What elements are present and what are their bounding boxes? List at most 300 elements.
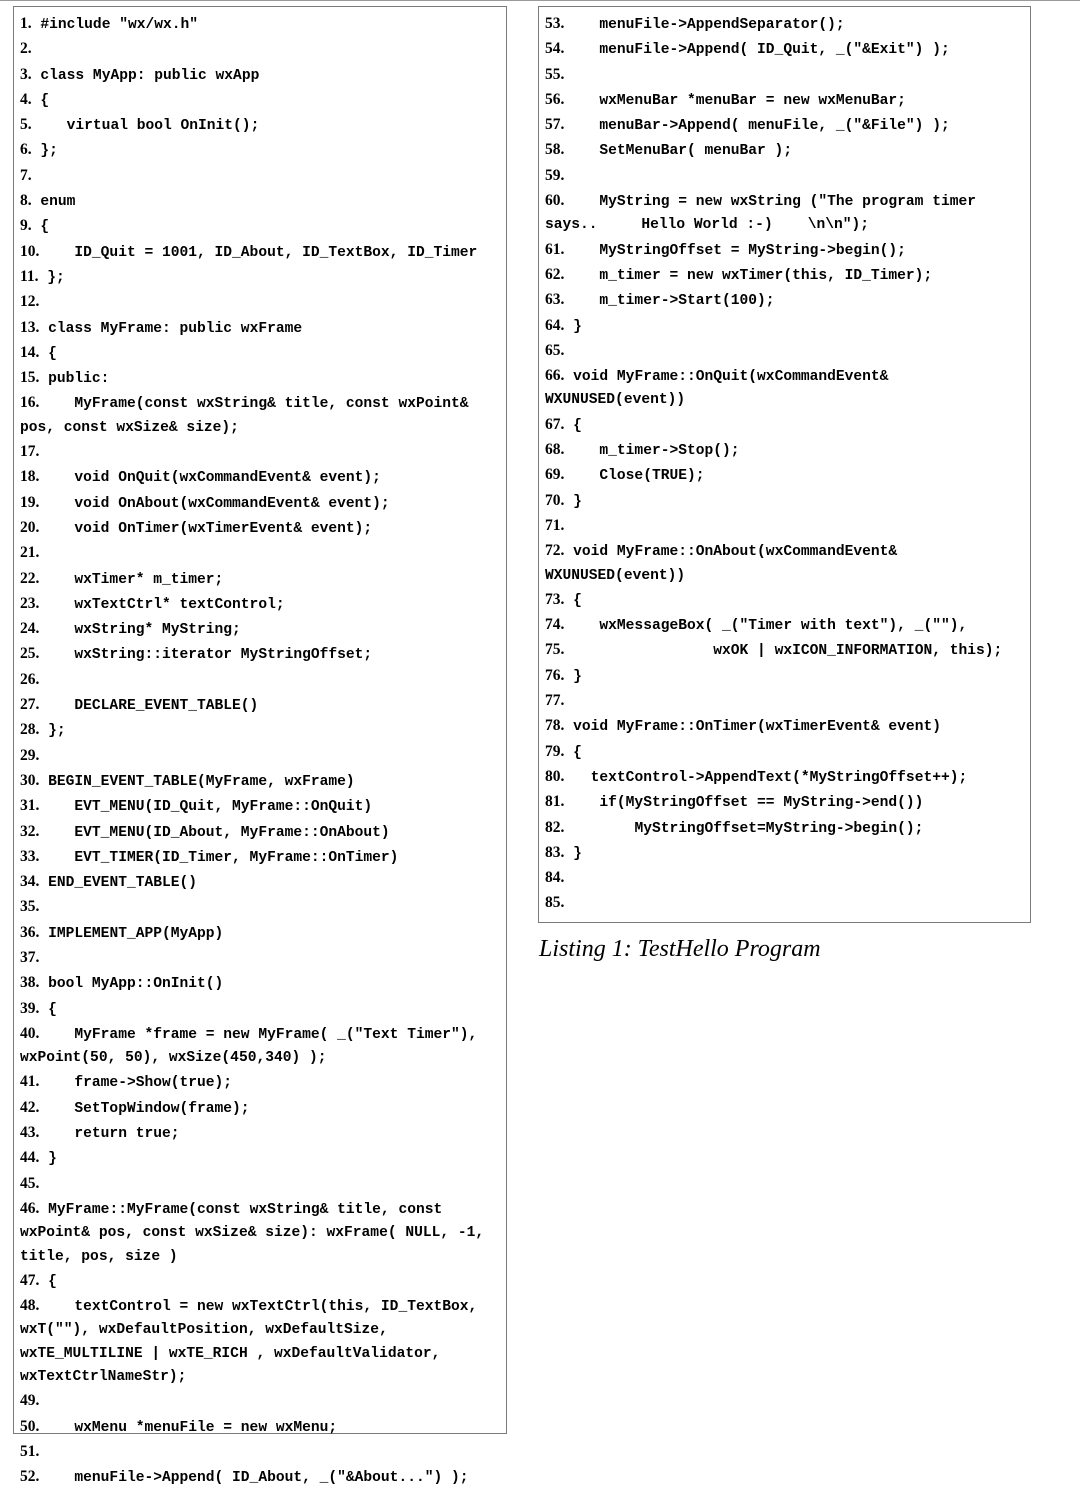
line-number: 76. [545, 666, 565, 684]
line-number: 2. [20, 40, 32, 58]
line-indent [39, 1420, 74, 1436]
code-text: }; [48, 723, 66, 740]
code-text: void OnTimer(wxTimerEvent& event); [74, 520, 373, 537]
code-line [20, 921, 506, 946]
line-number: 5. [20, 116, 32, 134]
line-number: 47. [20, 1271, 40, 1289]
line-indent [564, 243, 599, 259]
line-number: 75. [545, 641, 565, 659]
code-line [20, 1294, 506, 1389]
line-number: 53. [545, 15, 565, 32]
code-line [20, 465, 506, 490]
code-line [545, 288, 1030, 313]
code-line [20, 189, 506, 214]
code-line [20, 668, 506, 693]
code-text: wxTimer* m_timer; [74, 571, 224, 588]
line-indent [564, 293, 599, 309]
code-line [545, 689, 1030, 714]
code-line [20, 491, 506, 516]
code-line [20, 516, 506, 541]
code-line [20, 440, 506, 465]
line-number: 83. [545, 843, 565, 861]
code-line [20, 820, 506, 845]
code-text: void OnQuit(wxCommandEvent& event); [74, 470, 381, 487]
code-text: { [48, 1001, 57, 1018]
code-text: } [573, 668, 582, 685]
code-text: MyFrame *frame = new MyFrame( _("Text Timer"), wxPoint(50, 50), wxSize(450,340) ); [20, 1026, 487, 1067]
code-text: void MyFrame::OnTimer(wxTimerEvent& event) [573, 719, 941, 736]
code-line [545, 314, 1030, 339]
code-line [20, 341, 506, 366]
code-line [20, 1269, 506, 1294]
code-text: MyFrame(const wxString& title, const wxPoint& pos, const wxSize& size); [20, 396, 478, 436]
code-text: EVT_MENU(ID_Quit, MyFrame::OnQuit) [74, 799, 373, 816]
code-text: MyStringOffset=MyString->begin(); [634, 820, 924, 837]
code-line [545, 413, 1030, 438]
code-line [545, 539, 1030, 588]
code-text: EVT_MENU(ID_About, MyFrame::OnAbout) [74, 824, 390, 841]
line-number: 39. [20, 999, 40, 1017]
line-indent [564, 618, 599, 634]
code-text: { [573, 417, 582, 434]
line-number: 35. [20, 898, 40, 916]
code-text: m_timer->Start(100); [599, 293, 775, 310]
code-text: wxMessageBox( _("Timer with text"), _(""), [599, 618, 968, 635]
line-number: 59. [545, 166, 565, 184]
line-indent [564, 42, 599, 58]
code-line [20, 391, 506, 440]
line-number: 25. [20, 645, 40, 663]
line-number: 68. [545, 441, 565, 459]
line-indent [564, 93, 599, 109]
line-number: 10. [20, 242, 40, 260]
code-line [20, 88, 506, 113]
code-line [545, 113, 1030, 138]
line-number: 16. [20, 394, 40, 412]
code-text: } [48, 1151, 57, 1168]
line-number: 56. [545, 90, 565, 108]
code-text: { [48, 1273, 57, 1290]
code-text: wxString* MyString; [74, 622, 241, 639]
code-line [20, 113, 506, 138]
line-indent [564, 468, 599, 484]
code-text: IMPLEMENT_APP(MyApp) [48, 925, 224, 942]
line-indent [39, 1151, 48, 1167]
line-number: 17. [20, 443, 40, 461]
code-text: { [48, 345, 57, 362]
line-indent [39, 1002, 48, 1018]
code-text: wxTextCtrl* textControl; [74, 596, 285, 613]
code-line [20, 214, 506, 239]
line-number: 52. [20, 1468, 40, 1486]
line-number: 71. [545, 516, 565, 534]
code-line [20, 240, 506, 265]
line-number: 8. [20, 192, 32, 210]
line-number: 29. [20, 746, 40, 764]
line-number: 37. [20, 948, 40, 966]
code-line [545, 841, 1030, 866]
line-number: 36. [20, 923, 40, 941]
line-indent [564, 194, 599, 210]
code-line [545, 866, 1030, 891]
code-text: } [573, 493, 582, 510]
code-text: m_timer->Stop(); [599, 443, 740, 460]
code-text: wxMenu *menuFile = new wxMenu; [74, 1419, 338, 1436]
code-line [20, 1096, 506, 1121]
top-rule [0, 0, 1080, 1]
code-line [20, 1146, 506, 1171]
code-text: } [573, 845, 582, 862]
line-indent [564, 669, 573, 685]
code-text: wxString::iterator MyStringOffset; [74, 647, 373, 664]
code-line [20, 845, 506, 870]
line-number: 80. [545, 767, 565, 785]
code-line [20, 37, 506, 62]
line-indent [39, 496, 74, 512]
code-text: public: [48, 371, 110, 388]
code-listing-left-column [13, 6, 507, 1487]
line-indent [564, 821, 634, 837]
code-text: m_timer = new wxTimer(this, ID_Timer); [599, 267, 933, 284]
code-line [20, 1440, 506, 1465]
line-number: 51. [20, 1442, 40, 1460]
code-line [20, 971, 506, 996]
line-number: 64. [545, 316, 565, 334]
code-text: DECLARE_EVENT_TABLE() [74, 698, 259, 715]
code-line [20, 1070, 506, 1095]
code-text: { [40, 219, 50, 236]
line-number: 3. [20, 65, 32, 83]
code-text: class MyApp: public wxApp [40, 67, 260, 84]
code-line [20, 997, 506, 1022]
code-text: class MyFrame: public wxFrame [48, 320, 303, 337]
line-number: 18. [20, 468, 40, 486]
code-line [545, 790, 1030, 815]
line-indent [564, 846, 573, 862]
line-number: 43. [20, 1124, 40, 1142]
line-number: 23. [20, 594, 40, 612]
line-number: 19. [20, 493, 40, 511]
line-number: 77. [545, 692, 565, 710]
code-line [20, 1197, 506, 1269]
code-text: return true; [74, 1126, 180, 1143]
line-indent [39, 850, 74, 866]
code-text: { [573, 744, 582, 761]
line-indent [564, 118, 599, 134]
line-number: 81. [545, 793, 565, 811]
code-line [20, 316, 506, 341]
code-line [20, 366, 506, 391]
code-line [20, 592, 506, 617]
line-number: 74. [545, 616, 565, 634]
line-number: 27. [20, 696, 40, 714]
line-indent [39, 1101, 74, 1117]
line-indent [39, 597, 74, 613]
code-line [545, 891, 1030, 916]
code-line [20, 541, 506, 566]
line-number: 45. [20, 1174, 40, 1192]
line-number: 50. [20, 1417, 40, 1435]
code-line [545, 164, 1030, 189]
line-indent [39, 470, 74, 486]
line-indent [39, 799, 74, 815]
line-number: 44. [20, 1149, 40, 1167]
line-indent [39, 875, 48, 891]
line-number: 6. [20, 141, 32, 159]
line-indent [564, 544, 573, 560]
code-line [545, 613, 1030, 638]
line-number: 72. [545, 542, 565, 560]
line-number: 11. [20, 267, 39, 285]
line-number: 62. [545, 265, 565, 283]
line-number: 61. [545, 240, 565, 258]
code-text: void MyFrame::OnQuit(wxCommandEvent& WXUNUSED(event)) [545, 369, 898, 409]
line-indent [39, 1299, 74, 1315]
line-indent [564, 719, 573, 735]
line-number: 38. [20, 974, 40, 992]
line-indent [564, 443, 599, 459]
line-number: 79. [545, 742, 565, 760]
code-line [20, 138, 506, 163]
line-indent [39, 1274, 48, 1290]
line-number: 84. [545, 869, 565, 887]
line-number: 24. [20, 620, 40, 638]
line-indent [39, 926, 48, 942]
line-indent [39, 396, 74, 412]
code-line [545, 238, 1030, 263]
line-indent [39, 521, 74, 537]
line-number: 13. [20, 318, 40, 336]
line-number: 46. [20, 1199, 40, 1217]
code-line [545, 638, 1030, 663]
line-indent [564, 17, 599, 33]
code-text: virtual bool OnInit(); [66, 118, 260, 135]
line-number: 28. [20, 721, 40, 739]
line-indent [39, 723, 48, 739]
line-number: 34. [20, 873, 40, 891]
line-number: 32. [20, 822, 40, 840]
line-number: 26. [20, 670, 40, 688]
code-text: MyString = new wxString ("The program timer says.. Hello World :-) \n\n"); [545, 194, 985, 234]
line-indent [39, 1202, 48, 1218]
code-line [545, 740, 1030, 765]
line-indent [39, 245, 74, 261]
line-number: 67. [545, 415, 565, 433]
line-number: 69. [545, 466, 565, 484]
line-number: 15. [20, 369, 40, 387]
code-line [545, 88, 1030, 113]
code-line [545, 138, 1030, 163]
code-line [545, 765, 1030, 790]
line-indent [39, 572, 74, 588]
code-text: #include "wx/wx.h" [40, 17, 199, 33]
code-text: void MyFrame::OnAbout(wxCommandEvent& WXUNUSED(event)) [545, 544, 906, 584]
line-number: 60. [545, 192, 565, 210]
line-number: 55. [545, 65, 565, 83]
line-number: 33. [20, 847, 40, 865]
line-number: 40. [20, 1024, 40, 1042]
code-text: enum [40, 194, 76, 211]
line-number: 12. [20, 293, 40, 311]
line-indent [564, 745, 573, 761]
code-line [545, 514, 1030, 539]
code-text: textControl->AppendText(*MyStringOffset++); [590, 769, 968, 786]
code-line [20, 1172, 506, 1197]
code-text: frame->Show(true); [74, 1075, 233, 1092]
line-indent [564, 143, 599, 159]
code-line [545, 463, 1030, 488]
line-indent [564, 418, 573, 434]
code-line [20, 769, 506, 794]
code-text: }; [40, 143, 58, 160]
line-number: 41. [20, 1073, 40, 1091]
code-line [545, 263, 1030, 288]
code-line [20, 12, 506, 37]
code-text: SetMenuBar( menuBar ); [599, 143, 793, 160]
line-number: 78. [545, 717, 565, 735]
code-line [20, 63, 506, 88]
code-text: { [40, 92, 50, 109]
code-text: bool MyApp::OnInit() [48, 976, 224, 993]
line-number: 7. [20, 166, 32, 184]
line-indent [39, 1126, 74, 1142]
line-indent [39, 647, 74, 663]
code-line [20, 718, 506, 743]
line-number: 14. [20, 343, 40, 361]
line-indent [564, 770, 590, 786]
line-number: 4. [20, 90, 32, 108]
code-text: BEGIN_EVENT_TABLE(MyFrame, wxFrame) [48, 773, 355, 790]
code-line [545, 63, 1030, 88]
line-indent [564, 494, 573, 510]
code-line [545, 37, 1030, 62]
line-number: 66. [545, 367, 565, 385]
line-number: 82. [545, 818, 565, 836]
code-line [545, 714, 1030, 739]
line-number: 54. [545, 40, 565, 58]
code-line [545, 364, 1030, 413]
line-indent [39, 698, 74, 714]
line-number: 9. [20, 217, 32, 235]
code-text: MyStringOffset = MyString->begin(); [599, 242, 906, 259]
line-number: 70. [545, 491, 565, 509]
line-number: 1. [20, 15, 32, 32]
code-line [20, 1022, 506, 1071]
code-text: menuBar->Append( menuFile, _("&File") ); [599, 118, 950, 135]
code-line [20, 1121, 506, 1146]
code-line [20, 946, 506, 971]
code-line [545, 588, 1030, 613]
line-number: 30. [20, 771, 40, 789]
line-indent [39, 321, 48, 337]
line-indent [564, 369, 573, 385]
code-line [545, 664, 1030, 689]
code-text: Close(TRUE); [599, 468, 705, 485]
code-text: { [573, 592, 582, 609]
code-line [20, 1465, 506, 1490]
code-text: void OnAbout(wxCommandEvent& event); [74, 495, 390, 512]
line-indent [32, 118, 67, 134]
line-number: 49. [20, 1392, 40, 1410]
line-number: 21. [20, 544, 40, 562]
code-text: textControl = new wxTextCtrl(this, ID_TextBox, wxT(""), wxDefaultPosition, wxDefaultSize, wxTE_MULTILINE | wxTE_RICH , wxDefaultValidator, wxTextCtrlNameStr); [20, 1299, 487, 1386]
code-line [545, 339, 1030, 364]
line-indent [39, 371, 48, 387]
code-line [20, 164, 506, 189]
code-text: wxMenuBar *menuBar = new wxMenuBar; [599, 92, 906, 109]
line-number: 57. [545, 116, 565, 134]
line-indent [39, 622, 74, 638]
line-number: 42. [20, 1098, 40, 1116]
listing-caption: Listing 1: TestHello Program [539, 936, 821, 962]
code-line [20, 290, 506, 315]
code-line [545, 816, 1030, 841]
line-indent [564, 268, 599, 284]
code-text: ID_Quit = 1001, ID_About, ID_TextBox, ID_Timer [74, 244, 478, 261]
code-text: wxOK | wxICON_INFORMATION, this); [713, 643, 1003, 660]
code-text: menuFile->Append( ID_About, _("&About...") ); [74, 1470, 469, 1487]
code-line [20, 1389, 506, 1414]
line-number: 65. [545, 341, 565, 359]
code-line [20, 895, 506, 920]
code-line [545, 189, 1030, 238]
code-line [545, 438, 1030, 463]
code-listing-right-column [538, 6, 1031, 923]
line-indent [39, 825, 74, 841]
line-indent [39, 774, 48, 790]
code-text: menuFile->AppendSeparator(); [599, 17, 845, 33]
code-text: menuFile->Append( ID_Quit, _("&Exit") ); [599, 42, 950, 59]
code-line [20, 693, 506, 718]
line-number: 31. [20, 797, 40, 815]
line-number: 73. [545, 590, 565, 608]
code-line [20, 744, 506, 769]
line-indent [39, 1075, 74, 1091]
code-line [545, 489, 1030, 514]
line-indent [39, 976, 48, 992]
line-indent [564, 795, 599, 811]
code-line [20, 870, 506, 895]
code-text: } [573, 318, 582, 335]
line-indent [39, 1470, 74, 1486]
code-line [20, 265, 506, 290]
line-number: 22. [20, 569, 40, 587]
code-text: SetTopWindow(frame); [74, 1100, 250, 1117]
line-indent [564, 593, 573, 609]
code-line [20, 642, 506, 667]
line-indent [564, 319, 573, 335]
line-indent [564, 643, 713, 659]
code-text: if(MyStringOffset == MyString->end()) [599, 795, 924, 812]
line-number: 58. [545, 141, 565, 159]
code-line [20, 567, 506, 592]
line-indent [39, 270, 48, 286]
code-text: MyFrame::MyFrame(const wxString& title, const wxPoint& pos, const wxSize& size): wxFrame( NULL, -1, title, pos, size ) [20, 1201, 493, 1265]
code-text: }; [47, 269, 65, 286]
line-number: 20. [20, 518, 40, 536]
code-line [20, 1415, 506, 1440]
line-number: 85. [545, 894, 565, 912]
line-indent [39, 1027, 74, 1043]
code-text: EVT_TIMER(ID_Timer, MyFrame::OnTimer) [74, 849, 399, 866]
line-indent [39, 346, 48, 362]
line-number: 63. [545, 291, 565, 309]
code-line [20, 794, 506, 819]
code-text: END_EVENT_TABLE() [48, 875, 198, 892]
code-line [545, 12, 1030, 37]
line-number: 48. [20, 1297, 40, 1315]
code-line [20, 617, 506, 642]
